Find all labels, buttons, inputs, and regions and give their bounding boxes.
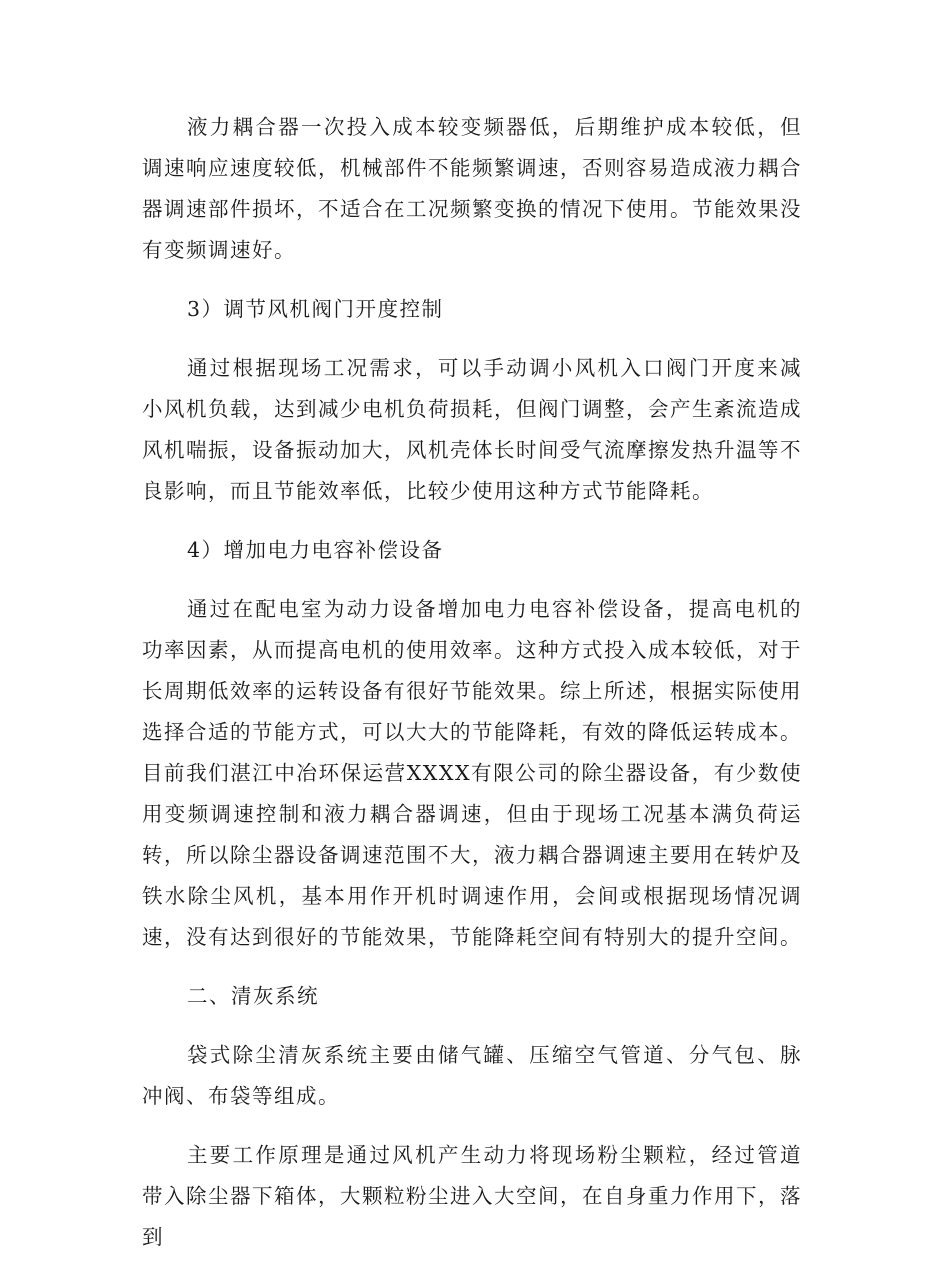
section-heading-capacitor: 4）增加电力电容补偿设备: [187, 538, 444, 562]
section-heading-ash-cleaning: 二、清灰系统: [187, 984, 319, 1008]
paragraph-fan-valve: 通过根据现场工况需求，可以手动调小风机入口阀门开度来减小风机负载，达到减少电机负荷损耗，但阀门调整，会产生紊流造成风机喘振，设备振动加大，风机壳体长时间受气流摩擦发热升温等不良影响，而且节能效率低，比较少使用这种方式节能降耗。: [142, 356, 802, 503]
paragraph-working-principle: 主要工作原理是通过风机产生动力将现场粉尘颗粒，经过管道带入除尘器下箱体，大颗粒粉尘进入大空间，在自身重力作用下，落到: [142, 1143, 802, 1249]
paragraph-coupler-cost: 液力耦合器一次投入成本较变频器低，后期维护成本较低，但调速响应速度较低，机械部件不能频繁调速，否则容易造成液力耦合器调速部件损坏，不适合在工况频繁变换的情况下使用。节能效果没有变频调速好。: [142, 115, 802, 262]
paragraph-capacitor: 通过在配电室为动力设备增加电力电容补偿设备，提高电机的功率因素，从而提高电机的使用效率。这种方式投入成本较低，对于长周期低效率的运转设备有很好节能效果。综上所述，根据实际使用选择合适的节能方式，可以大大的节能降耗，有效的降低运转成本。目前我们湛江中冶环保运营XXXX有限公司的除尘器设备，有少数使用变频调速控制和液力耦合器调速，但由于现场工况基本满负荷运转，所以除尘器设备调速范围不大，液力耦合器调速主要用在转炉及铁水除尘风机，基本用作开机时调速作用，会间或根据现场情况调速，没有达到很好的节能效果，节能降耗空间有特别大的提升空间。: [142, 597, 802, 949]
paragraph-ash-cleaning-system: 袋式除尘清灰系统主要由储气罐、压缩空气管道、分气包、脉冲阀、布袋等组成。: [142, 1043, 802, 1108]
document-body: [142, 107, 802, 1276]
section-heading-fan-valve: 3）调节风机阀门开度控制: [187, 297, 444, 321]
